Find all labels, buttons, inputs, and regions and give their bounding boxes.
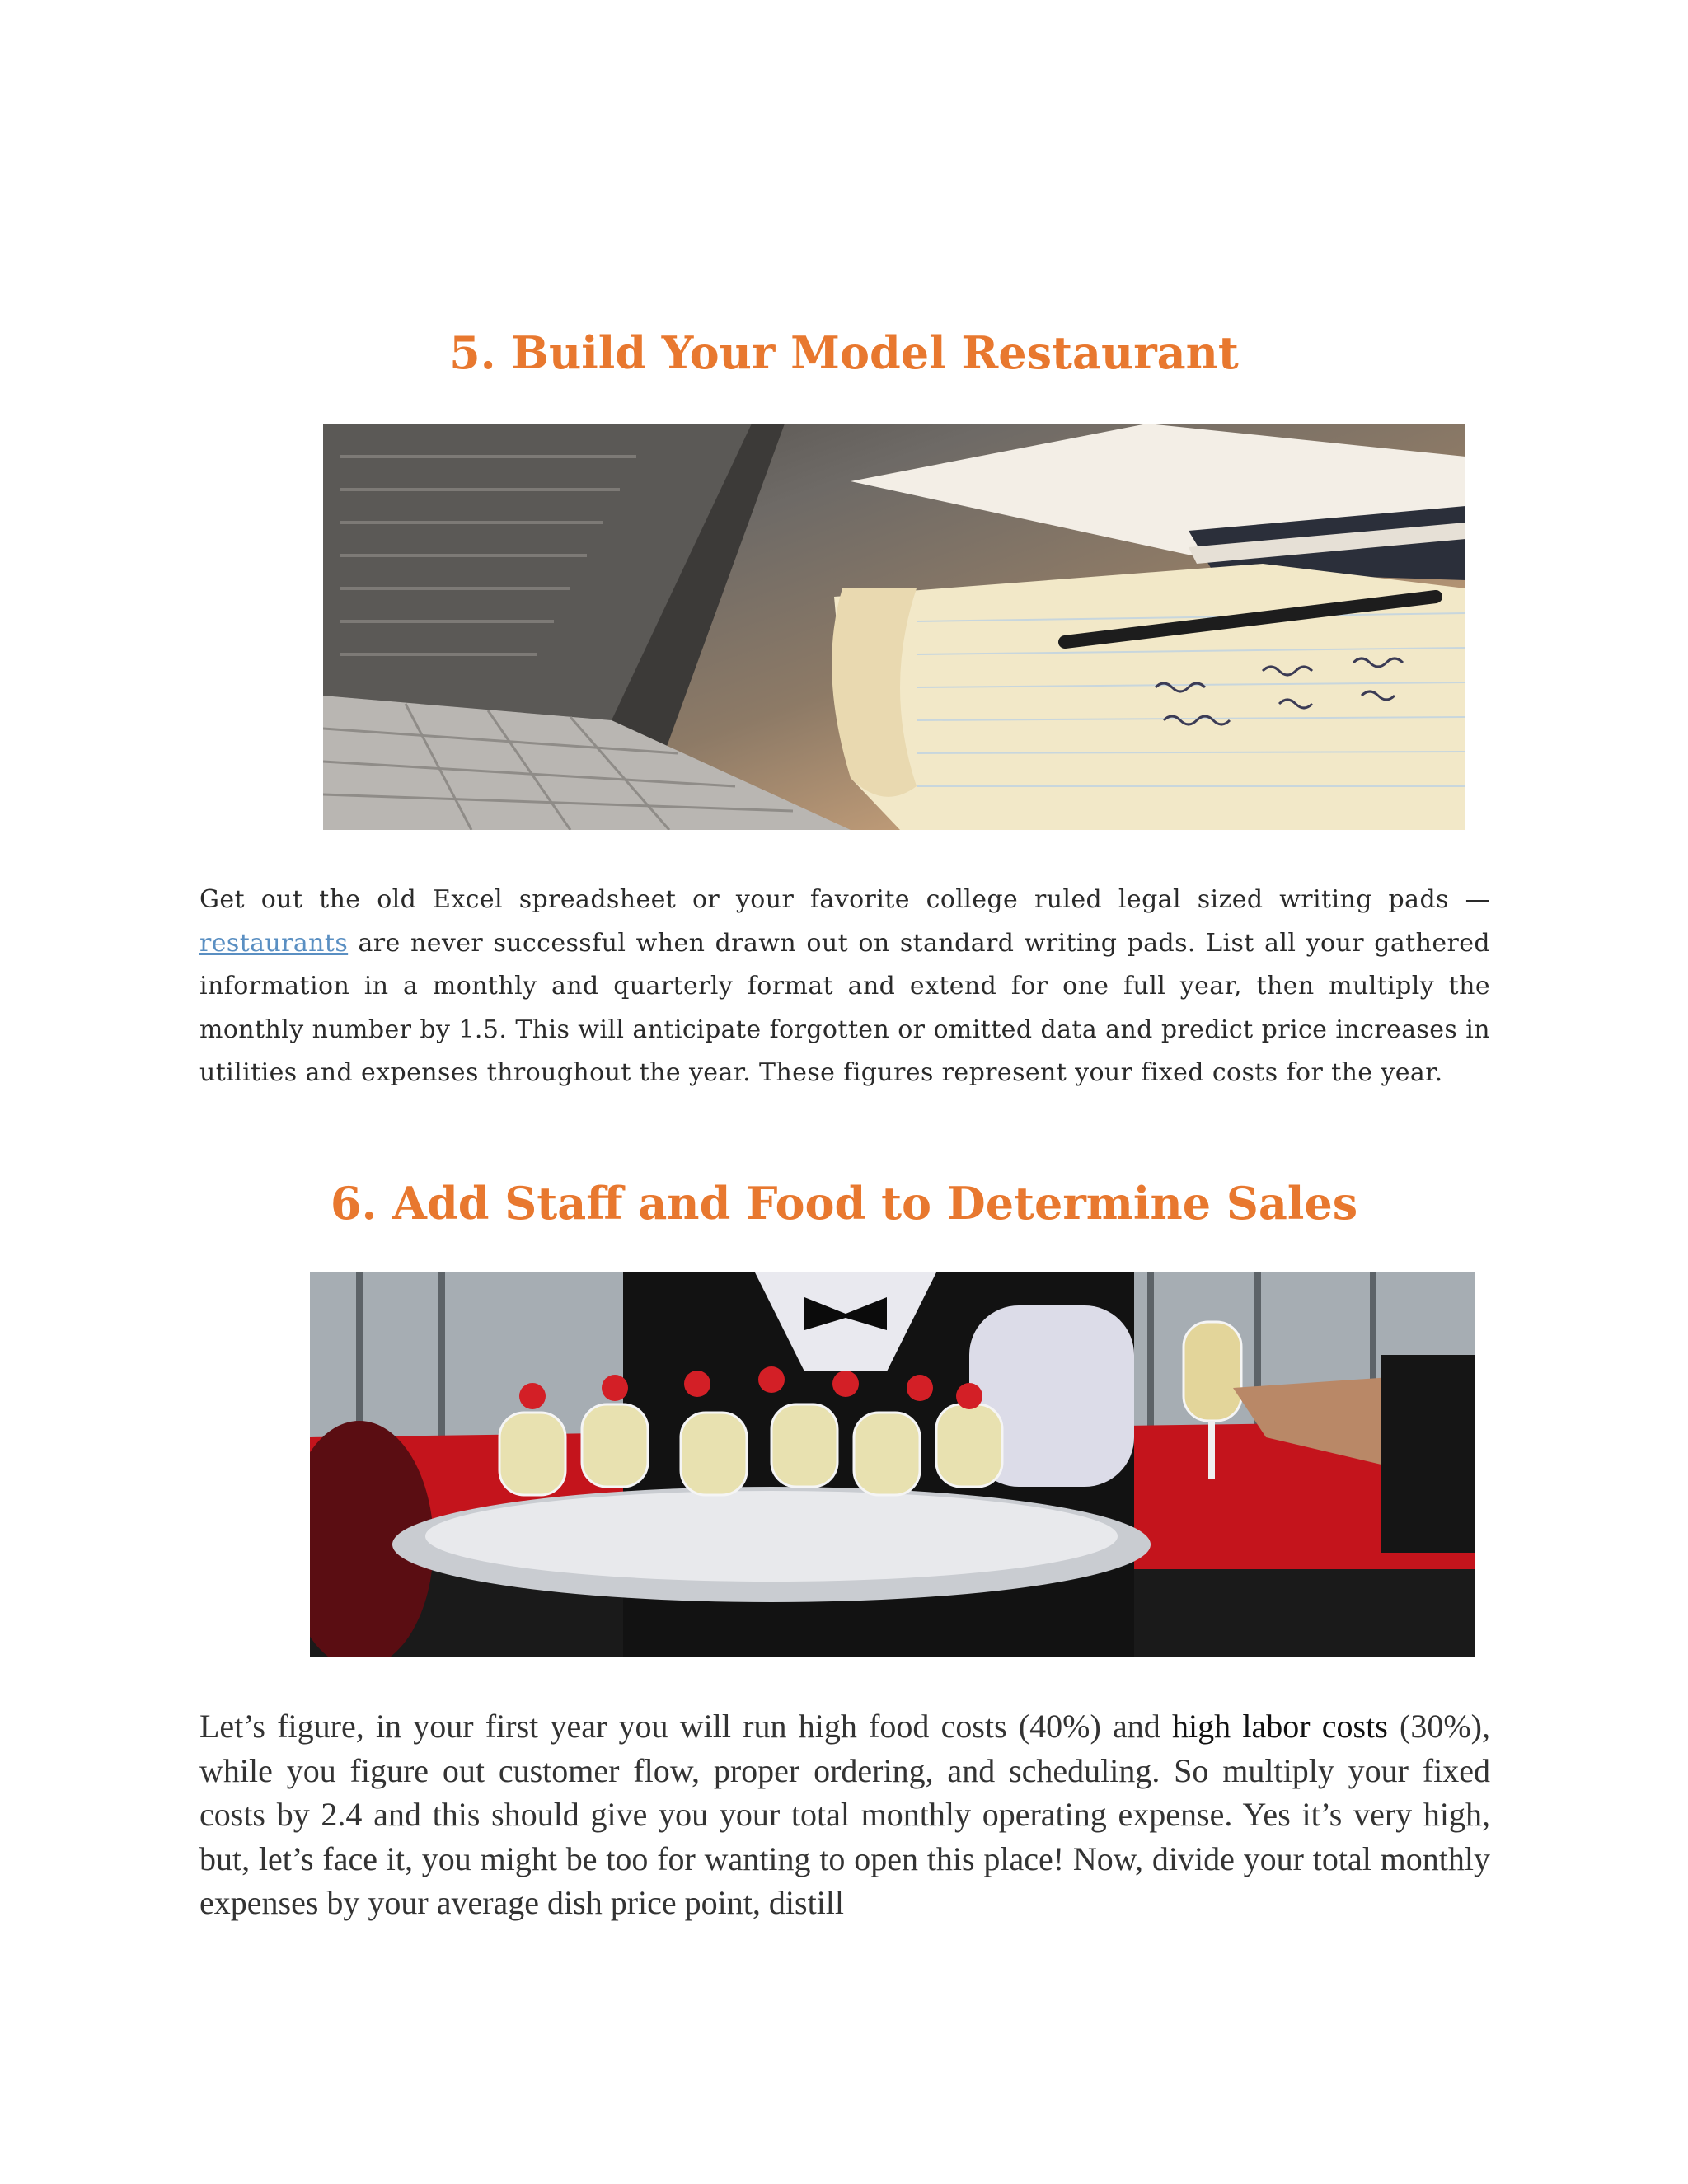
laptop-notepad-photo xyxy=(323,424,1465,830)
paragraph-text: are never successful when drawn out on standard writing pads. List all your gathered information in a monthly and quarterly format and extend for one full year, then multiply the monthly number by 1.5. This will anticipate forgotten or omitted data and predict price increases in utilities and expenses throughout the year. These figures represent your fixed costs for the year. xyxy=(199,928,1490,1087)
paragraph-text: Get out the old Excel spreadsheet or your favorite college ruled legal sized writing pads — xyxy=(199,885,1490,914)
paragraph-text: (30%), while you figure out customer flow, proper ordering, and scheduling. So multiply your fixed costs by 2.4 and this should give you your total monthly operating expense. Yes it’s very high, but, let’s face it, you might be too for wanting to open this place! Now, divide your total monthly expenses by your average dish price point, distill xyxy=(199,1708,1490,1921)
restaurants-link[interactable]: restaurants xyxy=(199,928,349,958)
section-6-heading: 6. Add Staff and Food to Determine Sales xyxy=(330,1177,1358,1230)
section-5-heading: 5. Build Your Model Restaurant xyxy=(449,326,1239,379)
high-labor-costs-text: high labor costs xyxy=(1172,1708,1388,1745)
section-6-paragraph xyxy=(199,1704,1490,1925)
paragraph-text: Let’s figure, in your first year you will run high food costs (40%) and xyxy=(199,1708,1173,1745)
section-5-paragraph xyxy=(199,879,1490,1095)
waiter-champagne-tray-photo xyxy=(310,1272,1475,1657)
